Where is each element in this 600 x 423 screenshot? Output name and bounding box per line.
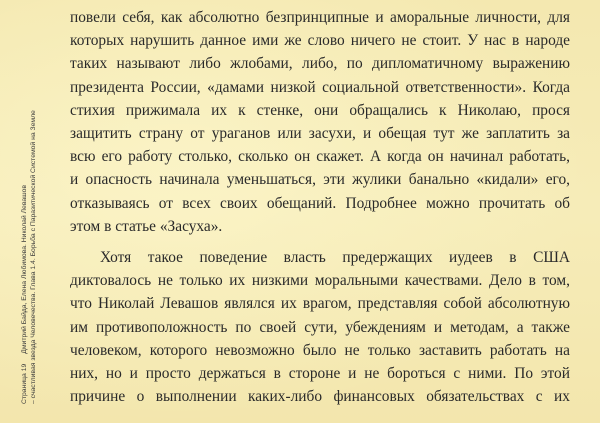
running-header xyxy=(20,110,38,404)
text-line: них, но и просто держаться в стороне и не бороться с ними. По этой xyxy=(70,365,570,383)
paragraph-2 xyxy=(70,246,570,408)
text-line: всю его работу столько, сколько он скажет. А когда он начинал работать, xyxy=(70,148,570,166)
text-line: и опасность начинала уменьшаться, эти жулики банально «кидали» его, xyxy=(70,171,570,189)
page-sidebar xyxy=(0,0,40,423)
book-title-line-1: Дмитрий Байда, Елена Любимова. Николай Левашов xyxy=(21,185,28,354)
text-line: причине о выполнении каких-либо финансовых обязательствах с их xyxy=(70,388,570,406)
text-line: человеком, которого невозможно было не только заставить работать на xyxy=(70,341,570,359)
body-text xyxy=(70,6,570,408)
text-line: защитить страну от ураганов или засухи, и обещая тут же заплатить за xyxy=(70,125,570,143)
text-line: этом в статье «Засуха». xyxy=(70,217,223,235)
text-line: повели себя, как абсолютно безпринципные и аморальные личности, для xyxy=(70,9,570,26)
text-line: что Николай Левашов являлся их врагом, представляя собой абсолютную xyxy=(70,295,570,313)
text-line: отказываясь от всех своих обещаний. Подробнее можно прочитать об xyxy=(70,194,570,212)
text-line: таких называют либо жлобами, либо, по дипломатичному выражению xyxy=(70,55,570,73)
text-line: президента России, «дамами низкой социальной ответственности». Когда xyxy=(70,78,570,96)
book-title-line-2: – счастливая звезда Человечества. Глава 1.4. Борьба с Паразитической Системой на Земле xyxy=(30,110,37,404)
text-line: которых нарушить данное ими же слово ничего не стоит. У нас в народе xyxy=(70,32,570,50)
running-header-line-1 xyxy=(20,110,29,404)
page-number: Страница 19 xyxy=(21,363,28,404)
paragraph-1 xyxy=(70,6,570,238)
text-line: диктовалось не только их низкими моральными качествами. Дело в том, xyxy=(70,272,570,290)
text-line: стихия прижимала их к стенке, они обращались к Николаю, прося xyxy=(70,101,570,119)
text-line: Хотя такое поведение власть предержащих иудеев в США xyxy=(100,249,570,267)
text-line: им противоположность по своей сути, убеждениям и методам, а также xyxy=(70,318,570,336)
